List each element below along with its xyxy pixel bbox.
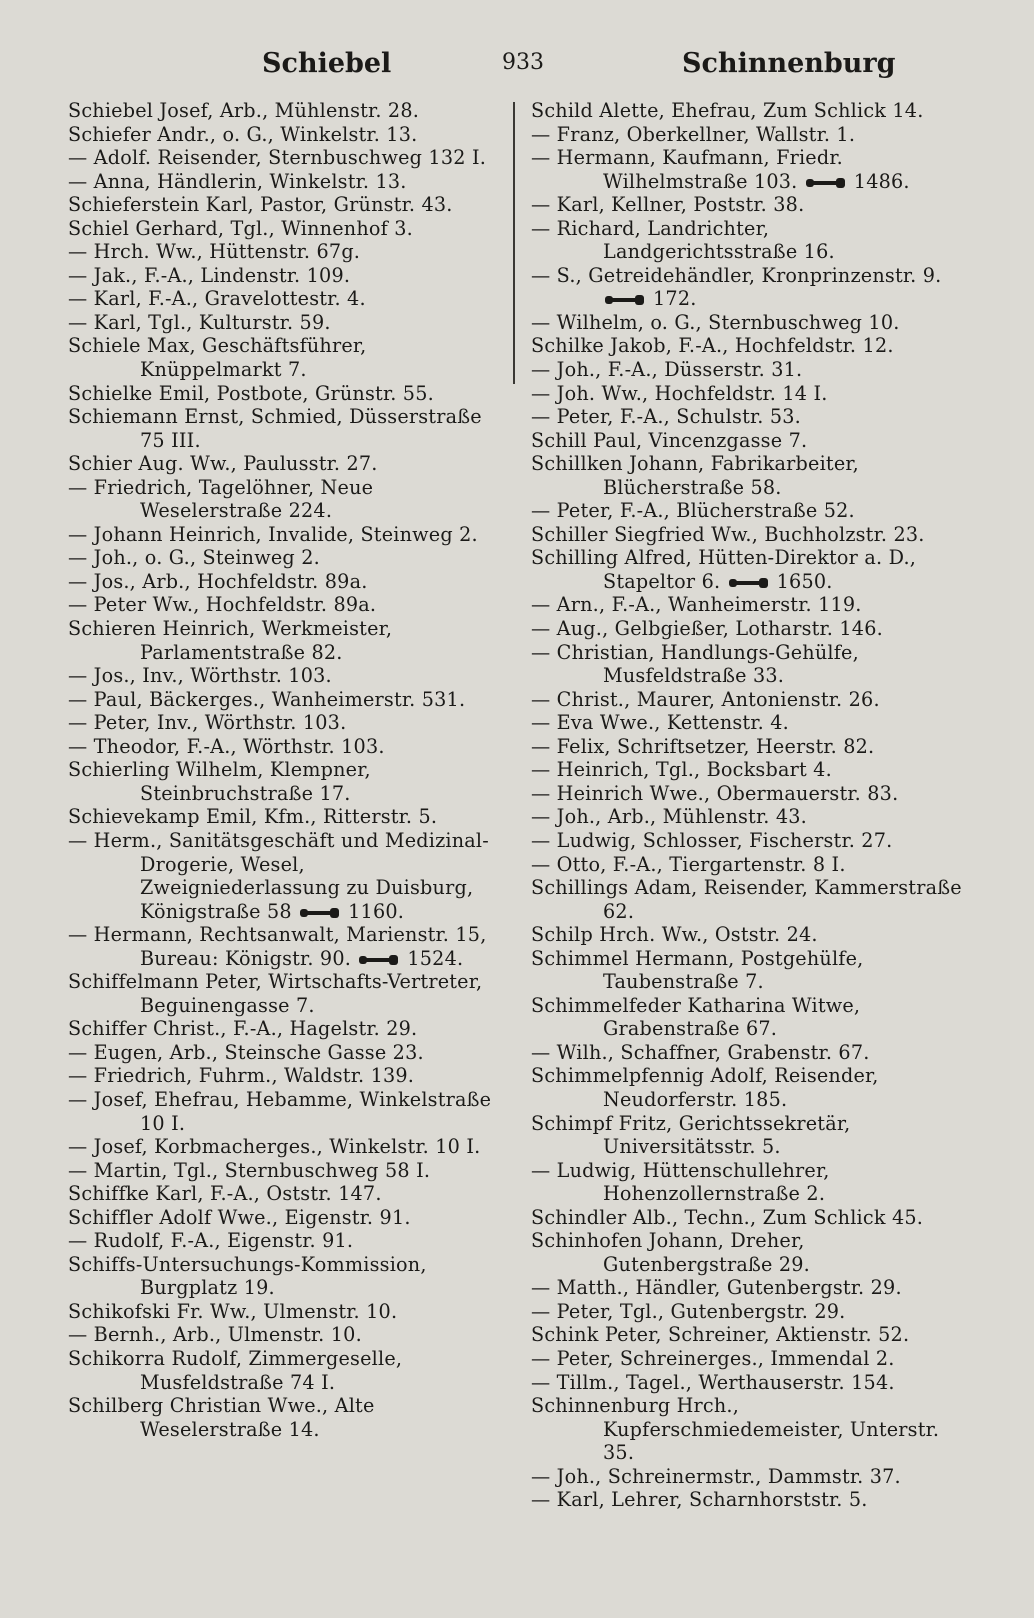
entry-text: Schiffelmann Peter, Wirtschafts-Vertreter, Beguinengasse 7.: [68, 970, 483, 1017]
left-column-entry: [68, 1394, 493, 1441]
left-column-entry: [68, 405, 493, 452]
entry-text: Schiffke Karl, F.-A., Oststr. 147.: [68, 1182, 382, 1206]
entry-text: — Joh., Arb., Mühlenstr. 43.: [531, 805, 807, 829]
right-column-entry: [531, 1206, 966, 1230]
left-column-entry: [68, 1041, 493, 1065]
entry-text: — Jak., F.-A., Lindenstr. 109.: [68, 263, 351, 287]
left-column-entry: [68, 123, 493, 147]
right-column-entry: [531, 1041, 966, 1065]
entry-text: — Ludwig, Hüttenschullehrer, Hohenzollernstraße 2.: [531, 1158, 830, 1206]
right-column-entry: [531, 829, 966, 853]
left-column-entry: [68, 617, 493, 664]
entry-text: Schielke Emil, Postbote, Grünstr. 55.: [68, 381, 434, 405]
entry-text: Schillings Adam, Reisender, Kammerstraße 62.: [531, 876, 962, 923]
left-column-entry: [68, 1300, 493, 1324]
entry-text: Schiller Siegfried Ww., Buchholzstr. 23.: [531, 522, 925, 546]
entry-text: — Peter Ww., Hochfeldstr. 89a.: [68, 593, 377, 617]
right-column-entry: [531, 405, 966, 429]
entry-text: — Peter, F.-A., Schulstr. 53.: [531, 405, 801, 429]
entry-text: Schindler Alb., Techn., Zum Schlick 45.: [531, 1205, 924, 1229]
entry-text: — Karl, Lehrer, Scharnhorststr. 5.: [531, 1488, 868, 1512]
entry-text: Schiemann Ernst, Schmied, Düsserstraße 75 III.: [68, 405, 482, 452]
right-column-entry: [531, 1371, 966, 1395]
entry-text: — Adolf. Reisender, Sternbuschweg 132 I.: [68, 146, 487, 170]
entry-text: — Otto, F.-A., Tiergartenstr. 8 I.: [531, 852, 846, 876]
right-column-entry: [531, 1465, 966, 1489]
header-left-keyword: Schiebel: [262, 48, 392, 79]
left-column-entry: [68, 1017, 493, 1041]
left-column-entry: [68, 1135, 493, 1159]
right-column-entry: [531, 146, 966, 193]
right-column-entry: [531, 1229, 966, 1276]
left-column-entry: [68, 217, 493, 241]
right-column-entry: [531, 1488, 966, 1512]
entry-text: — Joh., F.-A., Düsserstr. 31.: [531, 358, 803, 382]
entry-text: — Josef, Ehefrau, Hebamme, Winkelstraße 10 I.: [68, 1087, 492, 1135]
entry-text: Schill Paul, Vincenzgasse 7.: [531, 428, 808, 452]
right-column-entry: [531, 853, 966, 877]
left-column-entry: [68, 1347, 493, 1394]
left-column-entry: [68, 1229, 493, 1253]
entry-text: — Peter, Tgl., Gutenbergstr. 29.: [531, 1299, 846, 1323]
entry-text: — Christ., Maurer, Antonienstr. 26.: [531, 687, 880, 711]
left-column-entry: [68, 1159, 493, 1183]
entry-text: — Peter, Schreinerges., Immendal 2.: [531, 1346, 895, 1370]
entry-text: — Franz, Oberkellner, Wallstr. 1.: [531, 122, 856, 146]
entry-text: — Rudolf, F.-A., Eigenstr. 91.: [68, 1229, 354, 1253]
telephone-handset-icon: [727, 576, 771, 590]
left-column-entry: [68, 570, 493, 594]
left-column-entry: [68, 146, 493, 170]
left-column-entry: [68, 805, 493, 829]
entry-text: Schiebel Josef, Arb., Mühlenstr. 28.: [68, 99, 420, 122]
entry-text: — Eva Wwe., Kettenstr. 4.: [531, 711, 789, 735]
telephone-handset-icon: [603, 293, 647, 307]
right-column-entry: [531, 264, 966, 311]
right-column-entry: [531, 123, 966, 147]
left-column: [68, 99, 493, 1441]
phone-number: 1486.: [853, 169, 910, 193]
right-column-entry: [531, 452, 966, 499]
entry-text: — Ludwig, Schlosser, Fischerstr. 27.: [531, 828, 893, 852]
entry-text: Schieren Heinrich, Werkmeister, Parlamentstraße 82.: [68, 617, 393, 664]
left-column-entry: [68, 334, 493, 381]
right-column-entry: [531, 1347, 966, 1371]
right-column-entry: [531, 735, 966, 759]
right-column-entry: [531, 782, 966, 806]
entry-text: — Karl, Kellner, Poststr. 38.: [531, 193, 805, 217]
right-column-entry: [531, 1112, 966, 1159]
right-column-entry: [531, 1300, 966, 1324]
right-column: [531, 99, 966, 1512]
entry-text: — Jos., Inv., Wörthstr. 103.: [68, 664, 332, 688]
phone-number: 1160.: [348, 899, 405, 923]
left-column-entry: [68, 664, 493, 688]
entry-text: Schild Alette, Ehefrau, Zum Schlick 14.: [531, 99, 924, 122]
entry-text: — Felix, Schriftsetzer, Heerstr. 82.: [531, 734, 875, 758]
entry-text: — Peter, F.-A., Blücherstraße 52.: [531, 499, 855, 523]
entry-text: — S., Getreidehändler, Kronprinzenstr. 9.: [531, 263, 942, 287]
right-column-entry: [531, 358, 966, 382]
entry-text: — Bernh., Arb., Ulmenstr. 10.: [68, 1323, 362, 1347]
right-column-entry: [531, 1276, 966, 1300]
right-column-entry: [531, 758, 966, 782]
telephone-handset-icon: [804, 176, 848, 190]
left-column-entry: [68, 829, 493, 923]
entry-text: — Hrch. Ww., Hüttenstr. 67g.: [68, 240, 361, 264]
entry-text: Schiele Max, Geschäftsführer, Knüppelmarkt 7.: [68, 334, 367, 382]
right-column-entry: [531, 311, 966, 335]
entry-text: — Paul, Bäckerges., Wanheimerstr. 531.: [68, 687, 466, 711]
entry-text: — Tillm., Tagel., Werthauserstr. 154.: [531, 1370, 895, 1394]
left-column-entry: [68, 1253, 493, 1300]
entry-text: Schiel Gerhard, Tgl., Winnenhof 3.: [68, 216, 413, 240]
right-column-entry: [531, 429, 966, 453]
entry-text: — Hermann, Rechtsanwalt, Marienstr. 15, Bureau: Königstr. 90.: [68, 923, 487, 970]
entry-text: Schinnenburg Hrch., Kupferschmiedemeister, Unterstr. 35.: [531, 1394, 940, 1465]
left-column-entry: [68, 735, 493, 759]
left-column-entry: [68, 1064, 493, 1088]
entry-text: — Joh. Ww., Hochfeldstr. 14 I.: [531, 381, 828, 405]
entry-text: Schiefer Andr., o. G., Winkelstr. 13.: [68, 122, 418, 146]
right-column-entry: [531, 1394, 966, 1465]
entry-text: — Richard, Landrichter, Landgerichtsstraße 16.: [531, 216, 835, 264]
entry-text: — Friedrich, Fuhrm., Waldstr. 139.: [68, 1064, 415, 1088]
entry-text: — Anna, Händlerin, Winkelstr. 13.: [68, 169, 407, 193]
phone-number: 1650.: [776, 569, 833, 593]
right-column-entry: [531, 688, 966, 712]
left-column-entry: [68, 523, 493, 547]
entry-text: Schilke Jakob, F.-A., Hochfeldstr. 12.: [531, 334, 894, 358]
left-column-entry: [68, 1206, 493, 1230]
right-column-entry: [531, 193, 966, 217]
telephone-handset-icon: [357, 953, 401, 967]
entry-text: — Wilh., Schaffner, Grabenstr. 67.: [531, 1040, 870, 1064]
entry-text: Schieferstein Karl, Pastor, Grünstr. 43.: [68, 193, 453, 217]
entry-text: Schilberg Christian Wwe., Alte Weselerstraße 14.: [68, 1394, 375, 1441]
right-column-entry: [531, 523, 966, 547]
left-column-entry: [68, 688, 493, 712]
phone-number: 1524.: [407, 946, 464, 970]
entry-text: — Matth., Händler, Gutenbergstr. 29.: [531, 1276, 902, 1300]
entry-text: Schimpf Fritz, Gerichtssekretär, Universitätsstr. 5.: [531, 1111, 851, 1159]
left-column-entry: [68, 711, 493, 735]
entry-text: — Heinrich, Tgl., Bocksbart 4.: [531, 758, 832, 782]
entry-text: — Wilhelm, o. G., Sternbuschweg 10.: [531, 310, 900, 334]
left-column-entry: [68, 240, 493, 264]
entry-text: Schimmel Hermann, Postgehülfe, Taubenstraße 7.: [531, 946, 864, 994]
left-column-entry: [68, 382, 493, 406]
right-column-entry: [531, 1323, 966, 1347]
phone-number: 172.: [653, 287, 697, 311]
entry-text: Schillken Johann, Fabrikarbeiter, Blücherstraße 58.: [531, 452, 859, 499]
entry-text: — Theodor, F.-A., Wörthstr. 103.: [68, 734, 385, 758]
entry-text: — Aug., Gelbgießer, Lotharstr. 146.: [531, 617, 883, 641]
entry-text: — Hermann, Kaufmann, Friedr. Wilhelmstraße 103.: [531, 146, 843, 193]
right-column-entry: [531, 805, 966, 829]
right-column-entry: [531, 593, 966, 617]
page-header: [0, 48, 1034, 88]
entry-text: — Eugen, Arb., Steinsche Gasse 23.: [68, 1040, 424, 1064]
left-column-entry: [68, 1182, 493, 1206]
left-column-entry: [68, 99, 493, 123]
entry-text: — Heinrich Wwe., Obermauerstr. 83.: [531, 781, 899, 805]
left-column-entry: [68, 311, 493, 335]
left-column-entry: [68, 287, 493, 311]
left-column-entry: [68, 1323, 493, 1347]
entry-text: Schink Peter, Schreiner, Aktienstr. 52.: [531, 1323, 910, 1347]
telephone-handset-icon: [298, 906, 342, 920]
entry-text: — Arn., F.-A., Wanheimerstr. 119.: [531, 593, 862, 617]
entry-text: Schimmelfeder Katharina Witwe, Grabenstraße 67.: [531, 993, 861, 1041]
entry-text: Schiffler Adolf Wwe., Eigenstr. 91.: [68, 1205, 411, 1229]
entry-text: — Karl, F.-A., Gravelottestr. 4.: [68, 287, 366, 311]
right-column-entry: [531, 99, 966, 123]
entry-text: Schierling Wilhelm, Klempner, Steinbruchstraße 17.: [68, 758, 371, 805]
right-column-entry: [531, 876, 966, 923]
right-column-entry: [531, 994, 966, 1041]
right-column-entry: [531, 546, 966, 593]
left-column-entry: [68, 1088, 493, 1135]
entry-text: Schiffs-Untersuchungs-Kommission, Burgplatz 19.: [68, 1252, 427, 1300]
entry-text: Schikofski Fr. Ww., Ulmenstr. 10.: [68, 1299, 398, 1323]
right-column-entry: [531, 1064, 966, 1111]
right-column-entry: [531, 334, 966, 358]
entry-text: Schinhofen Johann, Dreher, Gutenbergstraße 29.: [531, 1229, 810, 1276]
page-number: 933: [502, 50, 544, 75]
left-column-entry: [68, 593, 493, 617]
left-column-entry: [68, 193, 493, 217]
entry-text: — Josef, Korbmacherges., Winkelstr. 10 I.: [68, 1135, 481, 1159]
left-column-entry: [68, 546, 493, 570]
left-column-entry: [68, 970, 493, 1017]
entry-text: Schikorra Rudolf, Zimmergeselle, Musfeldstraße 74 I.: [68, 1346, 403, 1394]
right-column-entry: [531, 641, 966, 688]
entry-text: — Joh., Schreinermstr., Dammstr. 37.: [531, 1464, 901, 1488]
left-column-entry: [68, 452, 493, 476]
entry-text: — Johann Heinrich, Invalide, Steinweg 2.: [68, 522, 478, 546]
entry-text: Schimmelpfennig Adolf, Reisender, Neudorferstr. 185.: [531, 1064, 879, 1111]
right-column-entry: [531, 382, 966, 406]
entry-text: Schilp Hrch. Ww., Oststr. 24.: [531, 923, 818, 947]
column-divider: [513, 102, 515, 384]
entry-text: — Joh., o. G., Steinweg 2.: [68, 546, 320, 570]
right-column-entry: [531, 617, 966, 641]
entry-text: Schier Aug. Ww., Paulusstr. 27.: [68, 452, 378, 476]
entry-text: Schiffer Christ., F.-A., Hagelstr. 29.: [68, 1017, 418, 1041]
right-column-entry: [531, 1159, 966, 1206]
right-column-entry: [531, 923, 966, 947]
left-column-entry: [68, 758, 493, 805]
left-column-entry: [68, 170, 493, 194]
right-column-entry: [531, 711, 966, 735]
entry-text: — Herm., Sanitätsgeschäft und Medizinal-Drogerie, Wesel, Zweigniederlassung zu Duisburg, Königstraße 58: [68, 828, 489, 923]
right-column-entry: [531, 499, 966, 523]
entry-text: Schilling Alfred, Hütten-Direktor a. D., Stapeltor 6.: [531, 546, 917, 593]
right-column-entry: [531, 217, 966, 264]
entry-text: — Christian, Handlungs-Gehülfe, Musfeldstraße 33.: [531, 640, 859, 688]
entry-text: — Peter, Inv., Wörthstr. 103.: [68, 711, 347, 735]
entry-text: Schievekamp Emil, Kfm., Ritterstr. 5.: [68, 805, 438, 829]
left-column-entry: [68, 264, 493, 288]
left-column-entry: [68, 923, 493, 970]
entry-text: — Karl, Tgl., Kulturstr. 59.: [68, 310, 331, 334]
right-column-entry: [531, 947, 966, 994]
header-right-keyword: Schinnenburg: [682, 48, 896, 79]
entry-text: — Friedrich, Tagelöhner, Neue Weselerstraße 224.: [68, 475, 374, 523]
left-column-entry: [68, 476, 493, 523]
entry-text: — Martin, Tgl., Sternbuschweg 58 I.: [68, 1158, 431, 1182]
entry-text: — Jos., Arb., Hochfeldstr. 89a.: [68, 569, 368, 593]
